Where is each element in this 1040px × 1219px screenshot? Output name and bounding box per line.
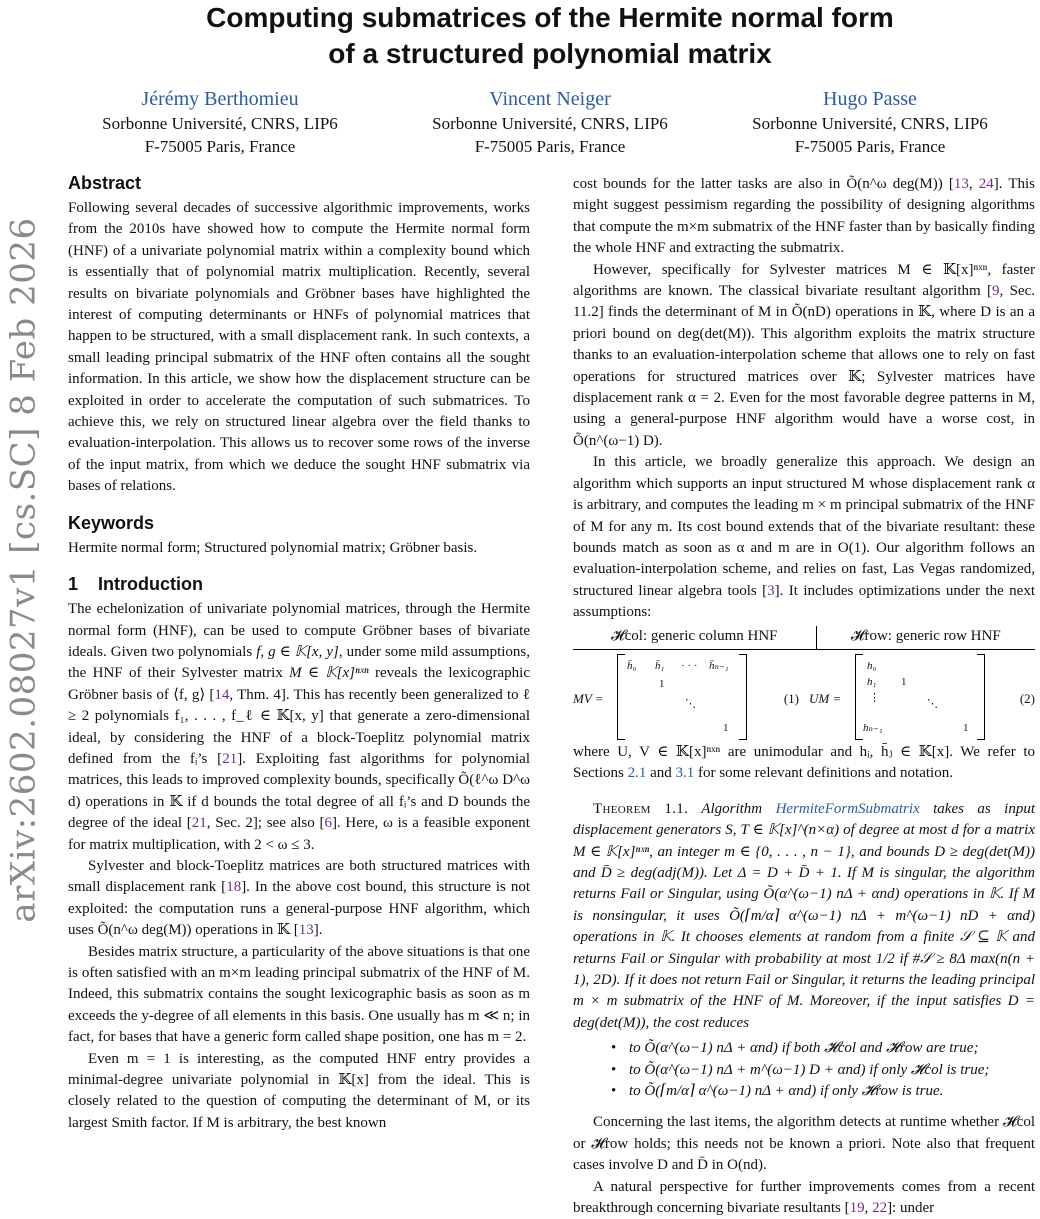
right-bracket <box>739 654 747 740</box>
keywords-text: Hermite normal form; Structured polynomial matrix; Gröbner basis. <box>68 539 478 556</box>
citation-link[interactable]: 3 <box>767 582 775 599</box>
keywords-heading: Keywords <box>68 512 155 533</box>
abstract-heading: Abstract <box>68 173 142 193</box>
matrix-entry: 1 <box>723 721 729 734</box>
matrix-entry: hₙ₋₁ <box>863 721 883 734</box>
matrix-vdots: ⋮ <box>869 691 880 704</box>
right-paragraph-after-matrices: where U, V ∈ 𝕂[x]ⁿˣⁿ are unimodular and hᵢ, h̄ⱼ ∈ 𝕂[x]. We refer to Sections 2.1 and 3.1 for some relevant definitions and notation. <box>573 743 1035 782</box>
list-item: • to Õ(⌈m/α⌉ α^(ω−1) nΔ + αnd) if only 𝓗row is true. <box>573 1081 1035 1102</box>
hypothesis-row: 𝓗row: generic row HNF <box>816 626 1035 650</box>
author-affiliation: Sorbonne Université, CNRS, LIP6 <box>752 114 988 133</box>
right-paragraph-3: In this article, we broadly generalize this approach. We design an algorithm which supports an input structured M whose displacement rank α is arbitrary, and computes the leading m × m principal submatrix of the HNF of M for any m. Its cost bound extends that of the bivariate resultant: these bounds match as soon as α and m are in O(1). Our algorithm follows an evaluation-interpolation scheme, and relies on fast, Las Vegas randomized, structured linear algebra tools [3]. It includes optimizations under the next assumptions: <box>573 454 1035 621</box>
right-bracket <box>977 654 985 740</box>
citation-link[interactable]: 13 <box>953 176 969 192</box>
left-bracket <box>617 654 625 740</box>
citation-link[interactable]: 19 <box>849 1200 865 1217</box>
matrix-equations <box>573 654 1035 742</box>
citation-link[interactable]: 6 <box>324 815 332 832</box>
matrix-entry: 1 <box>963 721 969 734</box>
matrix-equation-2 <box>809 654 1035 742</box>
citation-link[interactable]: 24 <box>978 176 994 192</box>
theorem-cost-list <box>573 1038 1035 1102</box>
section-link[interactable]: 3.1 <box>675 765 695 782</box>
matrix-entry: h₁ <box>867 675 877 688</box>
citation-link[interactable]: 21 <box>222 750 238 767</box>
abstract-text: Following several decades of successive algorithmic improvements, works from the 2010s have showed how to compute the Hermite normal form (HNF) of a univariate polynomial matrix within a complexity bound which is essentially that of polynomial matrix multiplication. Recently, several results on bivariate polynomials and Gröbner bases have highlighted the interest of computing determinants or HNFs of polynomial matrices that happen to be structured, with a small displacement rank. In such contexts, a small leading principal submatrix of the HNF often contains all the sought information. In this article, we show how the displacement structure can be exploited in order to accelerate the computation of such submatrices. To achieve this, we rely on structured linear algebra over the field thanks to evaluation-interpolation. This allows us to recover some rows of the inverse of the input matrix, from which we deduce the sought HNF submatrix via bases of relations. <box>68 200 530 495</box>
matrix-entry: 1 <box>659 677 665 690</box>
author-affiliation: Sorbonne Université, CNRS, LIP6 <box>432 114 668 133</box>
citation-link[interactable]: 13 <box>298 922 314 939</box>
author-name-link[interactable]: Vincent Neiger <box>489 88 611 110</box>
right-paragraph-1: cost bounds for the latter tasks are also in Õ(n^ω deg(M)) [13, 24]. This might suggest pessimism regarding the possibility of designing algorithms that compute the m×m submatrix of the HNF faster than by basically finding the whole HNF and extracting the submatrix. <box>573 176 1035 257</box>
author-name-link[interactable]: Jérémy Berthomieu <box>141 88 299 110</box>
matrix-ddots: ⋱ <box>685 697 696 710</box>
author-name-link[interactable]: Hugo Passe <box>823 88 917 110</box>
author-1 <box>60 86 380 158</box>
author-address: F-75005 Paris, France <box>474 137 626 156</box>
equation-number: (2) <box>1019 690 1035 706</box>
citation-link[interactable]: 21 <box>191 815 207 832</box>
section-link[interactable]: 2.1 <box>627 765 647 782</box>
author-affiliation: Sorbonne Université, CNRS, LIP6 <box>102 114 338 133</box>
intro-paragraph-1: The echelonization of univariate polynomial matrices, through the Hermite normal form (HNF), can be used to compute Gröbner bases of bivariate ideals. Given two polynomials f, g ∈ 𝕂[x, y], under some mild assumptions, the HNF of their Sylvester matrix M ∈ 𝕂[x]ⁿˣⁿ reveals the lexicographic Gröbner basis of ⟨f, g⟩ [14, Thm. 4]. This has recently been generalized to ℓ ≥ 2 polynomials f₁, . . . , f_ℓ ∈ 𝕂[x, y] that generate a zero-dimensional ideal, by considering the HNF of a block-Toeplitz polynomial matrix defined from the fᵢ’s [21]. Exploiting fast algorithms for polynomial matrices, this leads to improved complexity bounds, specifically Õ(ℓ^ω D^ω d) operations in 𝕂 if d bounds the total degree of all fᵢ’s and D bounds the degree of the ideal [21, Sec. 2]; see also [6]. Here, ω is a feasible exponent for matrix multiplication, with 2 < ω ≤ 3. <box>68 601 530 853</box>
list-item: • to Õ(α^(ω−1) nΔ + m^(ω−1) D + αnd) if only 𝓗col is true; <box>573 1060 1035 1081</box>
equation-number: (1) <box>783 690 799 706</box>
right-paragraph-4: Concerning the last items, the algorithm detects at runtime whether 𝓗col or 𝓗row holds; this needs not be known a priori. Note also that frequent cases involve D and D̄ in O(nd). <box>573 1114 1035 1174</box>
author-3 <box>710 86 1030 158</box>
hypotheses-table <box>573 626 1035 650</box>
citation-link[interactable]: 22 <box>872 1200 888 1217</box>
matrix-entry: h̄₁ <box>655 659 665 672</box>
matrix-lhs: UM = <box>809 690 842 706</box>
title-line-2: of a structured polynomial matrix <box>328 38 772 69</box>
right-paragraph-5: A natural perspective for further improvements comes from a recent breakthrough concerning bivariate resultants [19, 22]: under <box>573 1178 1035 1217</box>
algorithm-link[interactable]: HermiteFormSubmatrix <box>775 800 920 817</box>
theorem-1-1: Theorem 1.1. Algorithm HermiteFormSubmatrix takes as input displacement generators S, T ∈ 𝕂[x]^(n×α) of degree at most d for a matrix M ∈ 𝕂[x]ⁿˣⁿ, an integer m ∈ {0, . . . , n − 1}, and bounds D ≥ deg(det(M)) and D̄ ≥ deg(adj(M)). Let Δ = D + D̄ + 1. If M is singular, the algorithm returns Fail or Singular, using Õ(α^(ω−1) nΔ + αnd) operations in 𝕂. If M is nonsingular, it uses Õ(⌈m/α⌉ α^(ω−1) nΔ + m^(ω−1) nD + αnd) operations in 𝕂. It chooses elements at random from a finite 𝒮 ⊆ 𝕂 and returns Fail or Singular with probability at most 1/2 if #𝒮 ≥ 8Δ max(n(n + 1), 2D). If it does not return Fail or Singular, it returns the leading principal m × m submatrix of the HNF of M. Moreover, if the input satisfies D = deg(det(M)), the cost reduces <box>573 800 1035 1031</box>
matrix-lhs: MV = <box>573 690 604 706</box>
matrix-entry: 1 <box>901 675 907 688</box>
matrix-entry: h̄ₙ₋₁ <box>709 659 729 672</box>
left-bracket <box>855 654 863 740</box>
left-column <box>68 170 530 1134</box>
theorem-label: Theorem 1.1. <box>593 800 689 817</box>
citation-link[interactable]: 18 <box>226 879 242 896</box>
intro-paragraph-4: Even m = 1 is interesting, as the computed HNF entry provides a minimal-degree univariate polynomial in 𝕂[x] from the ideal. This is closely related to the question of computing the determinant of M, or its largest Smith factor. If M is arbitrary, the best known <box>68 1050 530 1131</box>
paper-title <box>60 0 1040 72</box>
matrix-equation-1 <box>573 654 799 742</box>
right-paragraph-2: However, specifically for Sylvester matrices M ∈ 𝕂[x]ⁿˣⁿ, faster algorithms are known. The classical bivariate resultant algorithm [9, Sec. 11.2] finds the determinant of M in Õ(nD) operations in 𝕂, where D is an a priori bound on deg(det(M)). This algorithm exploits the matrix structure thanks to an evaluation-interpolation scheme that allows one to rely on fast operations for structured matrices over 𝕂; Sylvester matrices have displacement rank α = 2. Even for the most favorable degree patterns in M, using a general-purpose HNF algorithm would have a worse cost, in Õ(n^(ω−1) D). <box>573 261 1035 449</box>
author-address: F-75005 Paris, France <box>144 137 296 156</box>
author-2 <box>390 86 710 158</box>
citation-link[interactable]: 9 <box>992 283 1000 300</box>
title-line-1: Computing submatrices of the Hermite normal form <box>206 2 894 33</box>
intro-paragraph-2: Sylvester and block-Toeplitz matrices are both structured matrices with small displacement rank [18]. In the above cost bound, this structure is not exploited: the computation runs a general-purpose HNF algorithm, which uses Õ(n^ω deg(M)) operations in 𝕂 [13]. <box>68 857 530 939</box>
intro-paragraph-3: Besides matrix structure, a particularity of the above situations is that one is often satisfied with an m×m leading principal submatrix of the HNF of M. Indeed, this submatrix contains the sought lexicographic basis as soon as m exceeds the y-degree of all elements in this basis. One usually has m ≪ n; in fact, for bases that have a generic form called shape position, one has m = 2. <box>68 943 530 1046</box>
right-column <box>573 174 1035 1219</box>
matrix-dots: · · · <box>681 659 698 672</box>
hypothesis-col: 𝓗col: generic column HNF <box>573 626 816 650</box>
arxiv-stamp: arXiv:2602.08027v1 [cs.SC] 8 Feb 2026 <box>4 217 44 923</box>
matrix-entry: h₀ <box>867 659 877 672</box>
author-address: F-75005 Paris, France <box>794 137 946 156</box>
matrix-ddots: ⋱ <box>927 697 938 710</box>
matrix-entry: h̄₀ <box>627 659 637 672</box>
section-heading-introduction: 1 Introduction <box>68 574 203 595</box>
list-item: • to Õ(α^(ω−1) nΔ + αnd) if both 𝓗col and 𝓗row are true; <box>573 1038 1035 1059</box>
citation-link[interactable]: 14 <box>214 686 230 703</box>
